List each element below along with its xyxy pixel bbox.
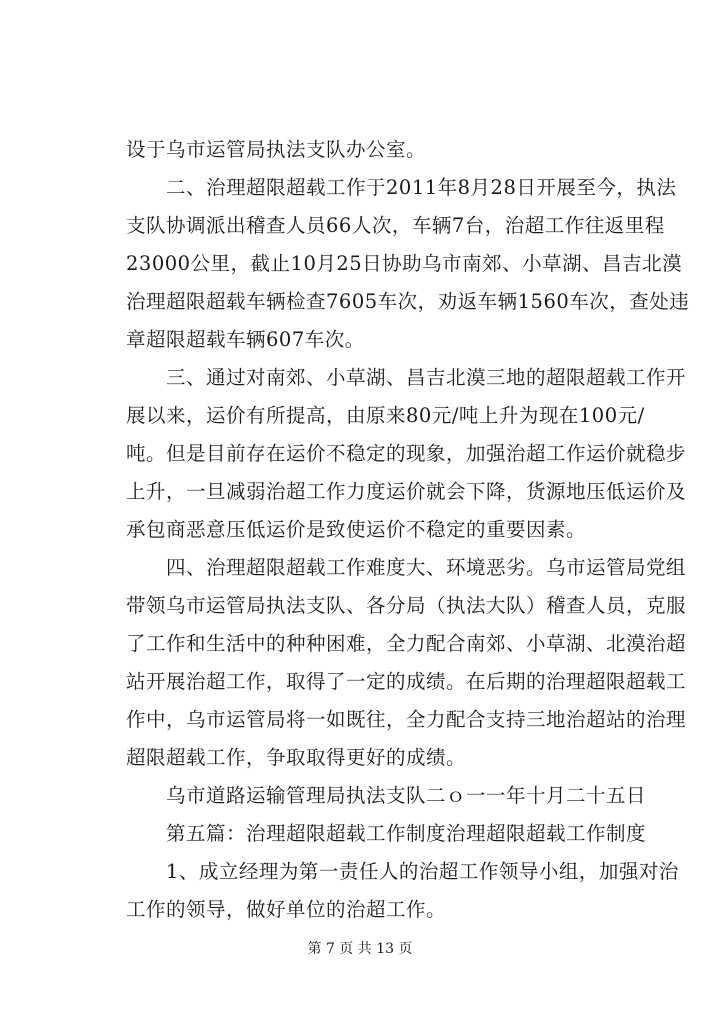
page-number-footer: 第 7 页 共 13 页 [307, 941, 413, 957]
body-line-20: 1、成立经理为第一责任人的治超工作领导小组，加强对治 [126, 860, 679, 883]
section-heading: 第五篇：治理超限超载工作制度治理超限超载工作制度 [126, 822, 647, 845]
body-line-7: 三、通过对南郊、小草湖、昌吉北漠三地的超限超载工作开 [126, 366, 687, 389]
body-line-11: 承包商恶意压低运价是致使运价不稳定的重要因素。 [126, 518, 587, 541]
body-line-9: 吨。但是目前存在运价不稳定的现象，加强治超工作运价就稳步 [126, 442, 687, 465]
body-line-10: 上升，一旦减弱治超工作力度运价就会下降，货源地压低运价及 [126, 480, 687, 503]
body-line-1: 设于乌市运管局执法支队办公室。 [126, 138, 427, 161]
body-line-12: 四、治理超限超载工作难度大、环境恶劣。乌市运管局党组 [126, 556, 687, 579]
body-line-8: 展以来，运价有所提高，由原来80元/吨上升为现在100元/ [126, 404, 645, 427]
body-line-2: 二、治理超限超载工作于2011年8月28日开展至今，执法 [126, 176, 677, 199]
body-line-16: 作中，乌市运管局将一如既往，全力配合支持三地治超站的治理 [126, 708, 687, 731]
body-line-21: 工作的领导，做好单位的治超工作。 [126, 898, 447, 921]
body-line-17: 超限超载工作，争取取得更好的成绩。 [126, 746, 467, 769]
body-line-5: 治理超限超载车辆检查7605车次，劝返车辆1560车次，查处违 [126, 290, 690, 313]
signature-line: 乌市道路运输管理局执法支队二ｏ一一年十月二十五日 [126, 784, 647, 807]
body-line-15: 站开展治超工作，取得了一定的成绩。在后期的治理超限超载工 [126, 670, 687, 693]
body-line-4: 23000公里，截止10月25日协助乌市南郊、小草湖、昌吉北漠 [126, 252, 683, 275]
body-line-3: 支队协调派出稽查人员66人次，车辆7台，治超工作往返里程 [126, 214, 665, 237]
body-line-6: 章超限超载车辆607车次。 [126, 328, 365, 351]
body-line-14: 了工作和生活中的种种困难，全力配合南郊、小草湖、北漠治超 [126, 632, 687, 655]
body-line-13: 带领乌市运管局执法支队、各分局（执法大队）稽查人员，克服 [126, 594, 687, 617]
